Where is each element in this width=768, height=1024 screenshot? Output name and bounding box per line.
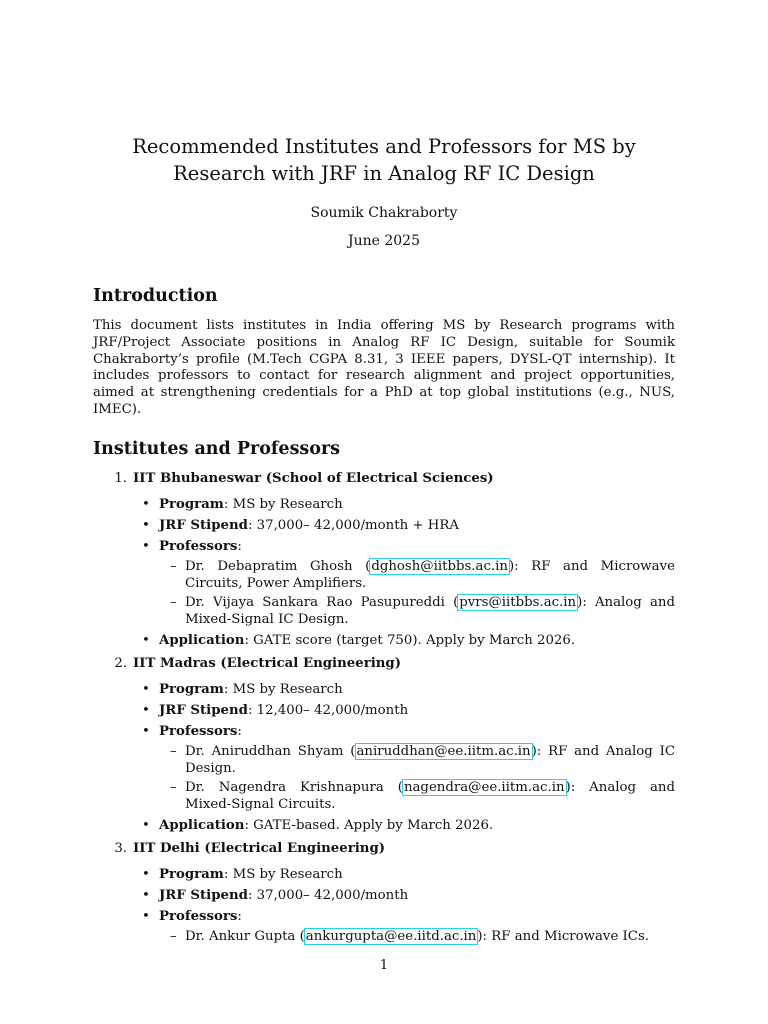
application-item	[93, 632, 675, 649]
program-item	[93, 866, 675, 883]
page-number: 1	[379, 958, 389, 973]
institute-number: 1.	[114, 470, 127, 486]
bullet-icon: •	[142, 517, 150, 533]
professor-area: ): RF and Microwave Circuits, Power Amplifiers.	[185, 558, 675, 591]
bullet-icon: •	[142, 887, 150, 903]
institutes-list	[93, 470, 675, 945]
application-label: Application	[159, 632, 245, 648]
program-label: Program	[159, 866, 224, 882]
professor-email-link[interactable]: ankurgupta@ee.iitd.ac.in	[305, 928, 477, 944]
institute-name: IIT Bhubaneswar (School of Electrical Sciences)	[133, 470, 494, 486]
professor-name: Dr. Debapratim Ghosh (	[185, 558, 371, 574]
professors-colon: :	[237, 538, 242, 554]
document-page	[93, 0, 675, 951]
professors-item	[93, 723, 675, 813]
institute-number: 3.	[114, 840, 127, 856]
institute-title	[93, 470, 675, 487]
introduction-heading: Introduction	[93, 286, 218, 306]
bullet-icon: •	[142, 496, 150, 512]
stipend-value: : 37,000– 42,000/month + HRA	[247, 517, 459, 533]
institute-title	[93, 840, 675, 857]
institute-name: IIT Delhi (Electrical Engineering)	[133, 840, 386, 856]
program-label: Program	[159, 681, 224, 697]
bullet-icon: •	[142, 681, 150, 697]
professors-label: Professors	[159, 723, 238, 739]
professors-list	[159, 928, 675, 945]
application-label: Application	[159, 817, 245, 833]
professor-email-link[interactable]: pvrs@iitbbs.ac.in	[459, 594, 577, 610]
professors-item	[93, 538, 675, 628]
application-value: : GATE score (target 750). Apply by March 2026.	[244, 632, 576, 648]
introduction-paragraph: This document lists institutes in India offering MS by Research programs with JRF/Project Associate positions in Analog RF IC Design, suitable for Soumik Chakraborty’s profile (M.Tech CGPA 8.31, 3 IEEE papers, DYSL-QT internship). It includes professors to contact for research alignment and project opportunities, aimed at strengthening credentials for a PhD at top global institutions (e.g., NUS, IMEC).	[93, 318, 675, 417]
bullet-icon: •	[142, 817, 150, 833]
program-item	[93, 496, 675, 513]
professor-email-link[interactable]: aniruddhan@ee.iitm.ac.in	[356, 743, 531, 759]
stipend-item	[93, 702, 675, 719]
institute-details	[93, 866, 675, 945]
professor-item	[159, 594, 675, 628]
bullet-icon: •	[142, 538, 150, 554]
professors-list	[159, 558, 675, 628]
document-title: Recommended Institutes and Professors for MS by Research with JRF in Analog RF IC Design	[132, 135, 636, 185]
professors-list	[159, 743, 675, 813]
application-item	[93, 817, 675, 834]
professor-area: ): RF and Analog IC Design.	[185, 743, 675, 776]
bullet-icon: •	[142, 723, 150, 739]
professor-item	[159, 928, 675, 945]
professors-colon: :	[237, 723, 242, 739]
stipend-item	[93, 887, 675, 904]
institute-item	[93, 470, 675, 649]
professor-name: Dr. Nagendra Krishnapura (	[185, 779, 403, 795]
institutes-heading: Institutes and Professors	[93, 438, 341, 459]
bullet-icon: •	[142, 632, 150, 648]
program-item	[93, 681, 675, 698]
bullet-icon: •	[142, 908, 150, 924]
stipend-label: JRF Stipend	[159, 887, 248, 903]
document-author: Soumik Chakraborty	[310, 205, 458, 221]
institute-title	[93, 655, 675, 672]
stipend-item	[93, 517, 675, 534]
professor-name: Dr. Aniruddhan Shyam (	[185, 743, 356, 759]
professors-label: Professors	[159, 908, 238, 924]
professor-email-link[interactable]: nagendra@ee.iitm.ac.in	[403, 779, 565, 795]
stipend-value: : 12,400– 42,000/month	[247, 702, 409, 718]
bullet-icon: •	[142, 702, 150, 718]
professor-item	[159, 779, 675, 813]
professor-area: ): RF and Microwave ICs.	[477, 928, 650, 944]
professor-name: Dr. Vijaya Sankara Rao Pasupureddi (	[185, 594, 459, 610]
application-value: : GATE-based. Apply by March 2026.	[244, 817, 494, 833]
institute-item	[93, 655, 675, 834]
dash-icon: –	[170, 743, 177, 759]
professors-colon: :	[237, 908, 242, 924]
professor-area: ): Analog and Mixed-Signal Circuits.	[185, 779, 675, 812]
professor-item	[159, 558, 675, 592]
institute-details	[93, 496, 675, 649]
professor-name: Dr. Ankur Gupta (	[185, 928, 305, 944]
professors-label: Professors	[159, 538, 238, 554]
program-value: : MS by Research	[223, 681, 343, 697]
stipend-label: JRF Stipend	[159, 517, 248, 533]
program-value: : MS by Research	[223, 496, 343, 512]
professors-item	[93, 908, 675, 945]
dash-icon: –	[170, 594, 177, 610]
institute-number: 2.	[114, 655, 127, 671]
document-date: June 2025	[347, 233, 420, 249]
stipend-label: JRF Stipend	[159, 702, 248, 718]
stipend-value: : 37,000– 42,000/month	[247, 887, 409, 903]
dash-icon: –	[170, 928, 177, 944]
professor-email-link[interactable]: dghosh@iitbbs.ac.in	[371, 558, 508, 574]
program-label: Program	[159, 496, 224, 512]
institute-name: IIT Madras (Electrical Engineering)	[133, 655, 402, 671]
dash-icon: –	[170, 558, 177, 574]
program-value: : MS by Research	[223, 866, 343, 882]
institute-item	[93, 840, 675, 945]
bullet-icon: •	[142, 866, 150, 882]
professor-item	[159, 743, 675, 777]
professor-area: ): Analog and Mixed-Signal IC Design.	[185, 594, 675, 627]
institute-details	[93, 681, 675, 834]
dash-icon: –	[170, 779, 177, 795]
